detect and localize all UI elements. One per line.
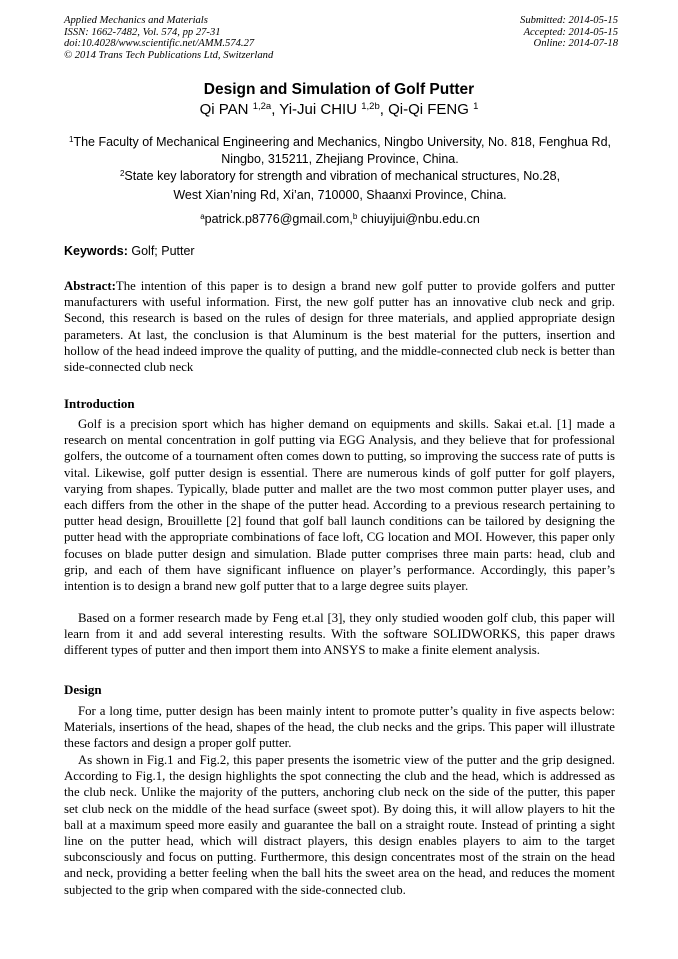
journal-header: [64, 15, 384, 61]
keywords: [64, 244, 195, 258]
design-paragraph-2: As shown in Fig.1 and Fig.2, this paper presents the isometric view of the putter and the grip designed. According to Fig.1, the design highlights the spot connecting the club and the head, which is addressed as the club neck. Unlike the majority of the putters, anchoring club neck on the side of the putter, this paper set club neck on the middle of the head surface (sweet spot). By doing this, it will allow players to hit the ball at a maximum speed more easily and guarantee the ball on a straight route. Instead of printing a sight line on the putter head, which will distract players, this design enables players to aim to the target subconsciously and focus on putting. Furthermore, this design concentrates most of the strain on the head and neck, providing a better feeling when the ball hits the sweet area on the head, and reduces the moment subjected to the grip when compared with the side-connected club.: [64, 753, 615, 897]
email-superscript: b: [352, 212, 358, 221]
affiliation-2: [64, 165, 616, 185]
journal-issn: ISSN: 1662-7482, Vol. 574, pp 27-31: [64, 26, 221, 38]
author-list: [0, 101, 678, 118]
affiliation-superscript: 2: [119, 169, 125, 178]
section-heading-introduction: Introduction: [64, 396, 135, 411]
design-paragraph-1: For a long time, putter design has been mainly intent to promote putter’s quality in five aspects below: Materials, insertions of the head, shapes of the head, the club necks and the grips. This paper will illustrate these factors and design a proper golf putter.: [64, 704, 615, 751]
email-b: chiuyijui@nbu.edu.cn: [357, 212, 480, 226]
introduction-paragraph-2: Based on a former research made by Feng et.al [3], they only studied wooden golf club, this paper will learn from it and add several interesting results. With the software SOLIDWORKS, this paper draws different types of putter and then import them into ANSYS to make a finite element analysis.: [64, 611, 615, 658]
author-name: Yi-Jui CHIU: [279, 101, 358, 118]
abstract: [64, 278, 615, 375]
online-date: Online: 2014-07-18: [533, 38, 618, 49]
email-a: patrick.p8776@gmail.com,: [204, 212, 353, 226]
author-name: Qi-Qi FENG: [388, 101, 469, 118]
journal-name: Applied Mechanics and Materials: [64, 15, 208, 26]
author-separator: ,: [379, 101, 389, 118]
keywords-value: Golf; Putter: [127, 244, 195, 258]
author-superscript: 1,2b: [361, 101, 380, 112]
abstract-label: Abstract:: [64, 279, 116, 293]
section-heading-design: Design: [64, 682, 102, 697]
affiliation-line: Ningbo, 315211, Zhejiang Province, China.: [221, 152, 459, 166]
affiliation-2-continued: [64, 187, 616, 204]
author-separator: ,: [271, 101, 280, 118]
introduction-paragraph-1: Golf is a precision sport which has higher demand on equipments and skills. Sakai et.al. [1] made a research on mental concentration in golf putting via EGG Analysis, and they believe that for professional golfers, the outcome of a tournament often comes down to putting, so improving the success rate of putts is vital. Likewise, golf putter design is essential. There are numerous kinds of golf putter for golf players, varying from shapes. Typically, blade putter and mallet are the two most common putter player uses, and each differs from the other in the shape of the putter head. According to a previous research pertaining to putter head design, Brouillette [2] found that golf ball launch conditions can be tailored by designing the putter head with the appropriate combinations of face loft, CG location and MOI. However, this paper only focuses on blade putter design and simulation. Blade putter comprises three main parts: head, club and grip, and each of them have significant influence on player’s performance. Accordingly, this paper’s intention is to design a brand new golf putter that to a large degree suits player.: [64, 417, 615, 594]
author-name: Qi PAN: [199, 101, 249, 118]
journal-copyright: © 2014 Trans Tech Publications Ltd, Switzerland: [64, 49, 274, 61]
accepted-date: Accepted: 2014-05-15: [523, 26, 618, 38]
email-superscript: a: [200, 212, 205, 221]
submission-dates: [418, 15, 618, 50]
abstract-text: The intention of this paper is to design a brand new golf putter to provide golfers and putter manufacturers with useful information. First, the new golf putter has an innovative club neck and grip. Second, this research is based on the rules of design for three materials, and applied appropriate design parameters. At last, the conclusion is that Aluminum is the best material for the putters, insertion and hollow of the head indeed improve the quality of putting, and the middle-connected club neck is better than side-connected club neck: [64, 279, 615, 375]
author-superscript: 1: [473, 101, 479, 112]
keywords-label: Keywords:: [64, 244, 128, 258]
affiliation-line: State key laboratory for strength and vibration of mechanical structures, No.28,: [124, 169, 561, 183]
journal-doi: doi:10.4028/www.scientific.net/AMM.574.27: [64, 38, 255, 49]
affiliation-line: The Faculty of Mechanical Engineering and Mechanics, Ningbo University, No. 818, Fenghua Rd,: [73, 135, 611, 149]
affiliation-line: West Xian’ning Rd, Xi’an, 710000, Shaanxi Province, China.: [173, 188, 507, 202]
paper-title: Design and Simulation of Golf Putter: [203, 81, 475, 98]
author-superscript: 1,2a: [252, 101, 272, 112]
email-line: [64, 208, 616, 228]
affiliation-superscript: 1: [68, 135, 74, 144]
submitted-date: Submitted: 2014-05-15: [520, 15, 618, 26]
affiliation-1: [64, 131, 616, 168]
